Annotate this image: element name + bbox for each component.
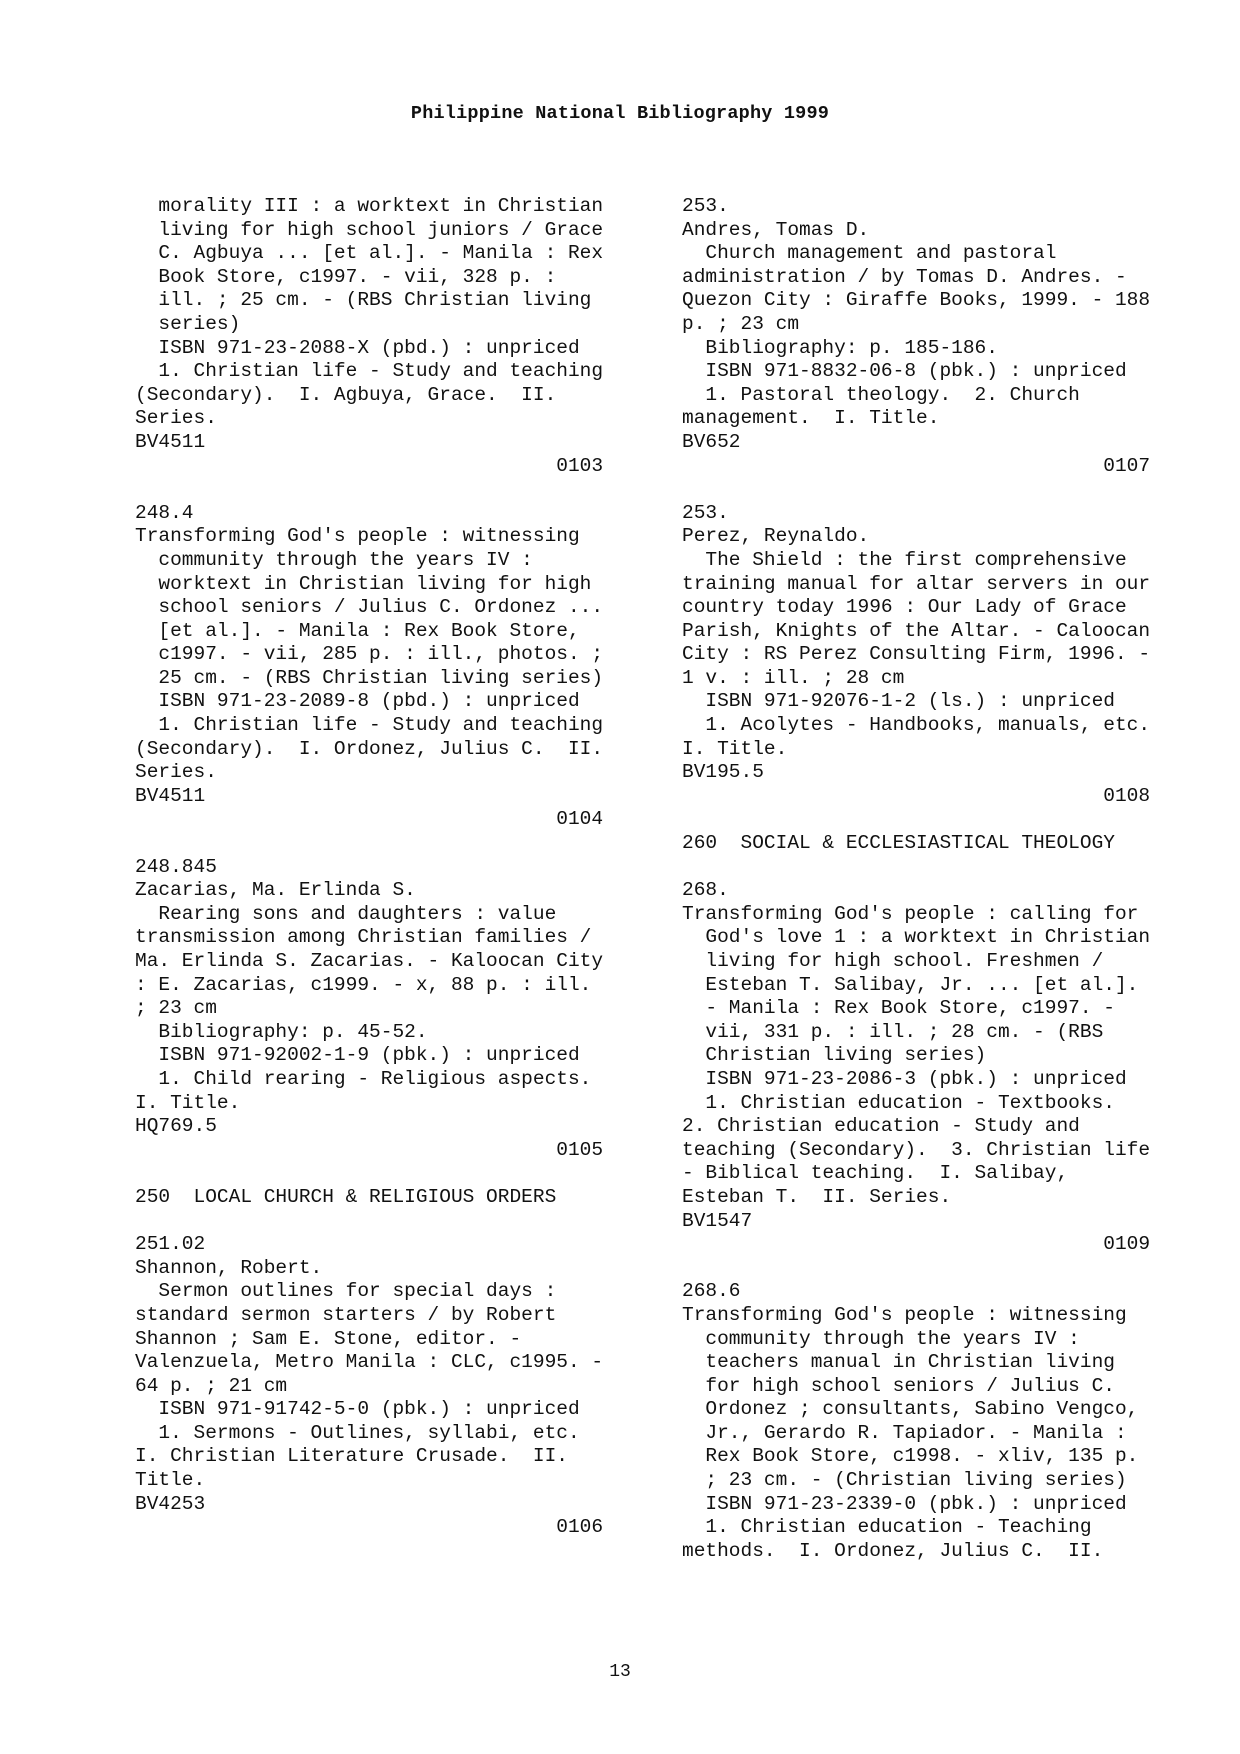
entry-line: (Secondary). I. Ordonez, Julius C. II. [135,737,604,760]
entry-line: Shannon, Robert. [135,1256,323,1279]
entry-line: Valenzuela, Metro Manila : CLC, c1995. - [135,1351,604,1374]
entry-line: c1997. - vii, 285 p. : ill., photos. ; [135,643,604,666]
entry-line: Shannon ; Sam E. Stone, editor. - [135,1327,522,1350]
bibliography-entry [135,195,655,478]
entry-line: Ma. Erlinda S. Zacarias. - Kaloocan City [135,950,604,972]
entry-line: 0106 [135,1516,604,1539]
entry-line: vii, 331 p. : ill. ; 28 cm. - (RBS [682,1020,1104,1043]
left-column [135,195,655,1540]
entry-line: BV4511 [135,430,206,453]
entry-line: BV4253 [135,1492,206,1515]
entry-line: ISBN 971-23-2086-3 (pbk.) : unpriced [682,1067,1127,1090]
entry-spacer [682,808,1202,832]
entry-line: training manual for altar servers in our [682,572,1151,595]
entry-line: living for high school juniors / Grace [135,218,604,241]
page-title: Philippine National Bibliography 1999 [410,103,830,124]
entry-line: 0109 [682,1233,1151,1256]
entry-line: Bibliography: p. 45-52. [135,1020,428,1043]
entry-line: Church management and pastoral [682,242,1057,265]
entry-spacer [682,856,1202,880]
page-number: 13 [609,1662,631,1682]
entry-line: I. Title. [682,737,788,760]
entry-spacer [135,1210,655,1234]
entry-line: 1. Pastoral theology. 2. Church [682,383,1080,406]
entry-line: God's love 1 : a worktext in Christian [682,926,1151,949]
entry-line: for high school seniors / Julius C. [682,1374,1115,1397]
section-heading [682,832,1202,856]
entry-line: BV1547 [682,1209,753,1232]
entry-line: 0108 [682,784,1151,807]
entry-line: Transforming God's people : witnessing [682,1303,1127,1326]
entry-line: 0103 [135,454,604,477]
entry-line: Ordonez ; consultants, Sabino Vengco, [682,1398,1139,1421]
entry-line: 0105 [135,1138,604,1161]
entry-line: 1. Christian education - Textbooks. [682,1091,1115,1114]
entry-line: 268.6 [682,1280,741,1303]
entry-line: Perez, Reynaldo. [682,525,870,548]
entry-line: Sermon outlines for special days : [135,1280,557,1303]
entry-line: p. ; 23 cm [682,312,800,335]
entry-line: C. Agbuya ... [et al.]. - Manila : Rex [135,242,604,265]
entry-spacer [135,478,655,502]
entry-line: City : RS Perez Consulting Firm, 1996. - [682,643,1151,666]
heading-line: 250 LOCAL CHURCH & RELIGIOUS ORDERS [135,1185,557,1208]
entry-line: BV195.5 [682,761,764,784]
bibliography-entry [682,879,1202,1257]
entry-line: morality III : a worktext in Christian [135,195,604,217]
entry-line: ; 23 cm. - (Christian living series) [682,1469,1127,1492]
entry-spacer [135,1162,655,1186]
entry-line: 248.4 [135,501,194,524]
entry-line: ill. ; 25 cm. - (RBS Christian living [135,289,592,312]
entry-line: school seniors / Julius C. Ordonez ... [135,596,604,619]
heading-line: 260 SOCIAL & ECCLESIASTICAL THEOLOGY [682,832,1115,855]
entry-line: HQ769.5 [135,1115,217,1138]
entry-line: 1. Christian life - Study and teaching [135,360,604,383]
entry-line: 1. Christian life - Study and teaching [135,714,604,737]
entry-line: ISBN 971-23-2339-0 (pbk.) : unpriced [682,1492,1127,1515]
entry-line: transmission among Christian families / [135,926,592,949]
entry-line: Jr., Gerardo R. Tapiador. - Manila : [682,1421,1127,1444]
entry-line: Rex Book Store, c1998. - xliv, 135 p. [682,1445,1139,1468]
entry-spacer [135,832,655,856]
entry-line: : E. Zacarias, c1999. - x, 88 p. : ill. [135,973,592,996]
bibliography-entry [682,1280,1202,1563]
entry-line: Bibliography: p. 185-186. [682,336,998,359]
bibliography-entry [135,856,655,1163]
entry-line: Parish, Knights of the Altar. - Caloocan [682,619,1151,642]
section-heading [135,1186,655,1210]
entry-line: worktext in Christian living for high [135,572,592,595]
entry-line: 1 v. : ill. ; 28 cm [682,666,905,689]
bibliography-entry [135,1233,655,1540]
entry-line: 1. Christian education - Teaching [682,1516,1092,1539]
entry-line: 1. Child rearing - Religious aspects. [135,1067,592,1090]
entry-line: series) [135,312,241,335]
entry-line: teaching (Secondary). 3. Christian life [682,1138,1151,1161]
bibliography-entry [135,502,655,832]
entry-line: Series. [135,407,217,430]
entry-spacer [682,478,1202,502]
entry-line: 1. Sermons - Outlines, syllabi, etc. [135,1421,580,1444]
entry-line: country today 1996 : Our Lady of Grace [682,596,1127,619]
entry-line: ISBN 971-23-2088-X (pbd.) : unpriced [135,336,580,359]
entry-line: Title. [135,1469,206,1492]
entry-line: Zacarias, Ma. Erlinda S. [135,879,416,902]
entry-line: Series. [135,761,217,784]
entry-line: 253. [682,501,729,524]
entry-line: community through the years IV : [682,1327,1080,1350]
entry-line: Quezon City : Giraffe Books, 1999. - 188 [682,289,1151,312]
entry-line: Andres, Tomas D. [682,218,870,241]
entry-line: BV4511 [135,784,206,807]
entry-line: ISBN 971-23-2089-8 (pbd.) : unpriced [135,690,580,713]
entry-line: 268. [682,879,729,902]
entry-line: 248.845 [135,855,217,878]
entry-line: administration / by Tomas D. Andres. - [682,265,1127,288]
entry-line: 253. [682,195,729,217]
entry-line: - Manila : Rex Book Store, c1997. - [682,997,1115,1020]
bibliography-entry [682,195,1202,478]
entry-line: methods. I. Ordonez, Julius C. II. [682,1539,1104,1562]
entry-line: (Secondary). I. Agbuya, Grace. II. [135,383,557,406]
entry-line: 0104 [135,808,604,831]
entry-line: Christian living series) [682,1044,987,1067]
entry-line: ISBN 971-91742-5-0 (pbk.) : unpriced [135,1398,580,1421]
entry-line: teachers manual in Christian living [682,1351,1115,1374]
entry-line: 1. Acolytes - Handbooks, manuals, etc. [682,714,1151,737]
entry-line: Transforming God's people : calling for [682,902,1139,925]
bibliography-entry [682,502,1202,809]
entry-line: ; 23 cm [135,997,217,1020]
entry-line: 251.02 [135,1233,206,1256]
entry-line: Transforming God's people : witnessing [135,525,580,548]
entry-line: [et al.]. - Manila : Rex Book Store, [135,619,580,642]
entry-line: The Shield : the first comprehensive [682,548,1127,571]
entry-line: 2. Christian education - Study and [682,1115,1080,1138]
entry-line: I. Christian Literature Crusade. II. [135,1445,568,1468]
entry-line: Book Store, c1997. - vii, 328 p. : [135,265,557,288]
right-column [682,195,1202,1563]
entry-line: Rearing sons and daughters : value [135,902,557,925]
entry-line: - Biblical teaching. I. Salibay, [682,1162,1069,1185]
entry-line: Esteban T. II. Series. [682,1185,952,1208]
entry-line: BV652 [682,430,741,453]
entry-line: ISBN 971-8832-06-8 (pbk.) : unpriced [682,360,1127,383]
entry-line: 64 p. ; 21 cm [135,1374,288,1397]
entry-line: Esteban T. Salibay, Jr. ... [et al.]. [682,973,1139,996]
entry-line: ISBN 971-92002-1-9 (pbk.) : unpriced [135,1044,580,1067]
entry-line: living for high school. Freshmen / [682,950,1104,972]
entry-line: I. Title. [135,1091,241,1114]
entry-line: 0107 [682,454,1151,477]
entry-line: community through the years IV : [135,548,533,571]
entry-line: 25 cm. - (RBS Christian living series) [135,666,604,689]
entry-line: standard sermon starters / by Robert [135,1303,557,1326]
entry-spacer [682,1257,1202,1281]
entry-line: management. I. Title. [682,407,940,430]
entry-line: ISBN 971-92076-1-2 (ls.) : unpriced [682,690,1115,713]
